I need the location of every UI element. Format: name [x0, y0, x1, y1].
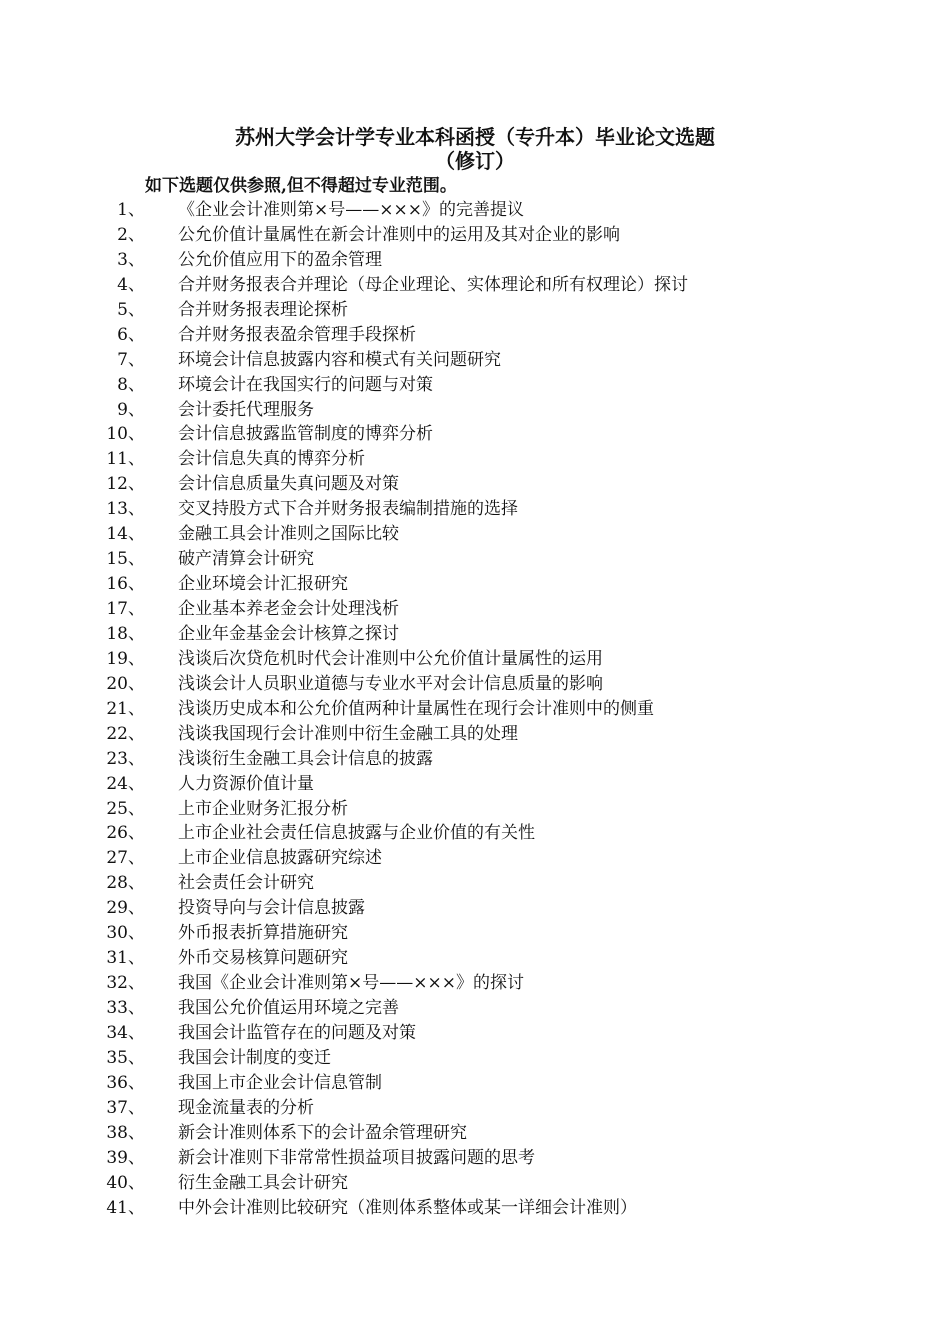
topic-number: 2、 [117, 224, 145, 245]
topic-number: 9、 [117, 399, 145, 420]
topic-title: 外币报表折算措施研究 [178, 923, 348, 944]
topic-number: 8、 [117, 374, 145, 395]
list-item [0, 348, 950, 373]
topic-title: 我国会计制度的变迁 [178, 1047, 331, 1068]
topic-title: 浅谈衍生金融工具会计信息的披露 [178, 748, 433, 769]
list-item [0, 248, 950, 273]
topic-list [0, 198, 950, 1220]
topic-title: 上市企业信息披露研究综述 [178, 848, 382, 869]
topic-title: 浅谈我国现行会计准则中衍生金融工具的处理 [178, 723, 518, 744]
list-item [0, 672, 950, 697]
topic-title: 新会计准则体系下的会计盈余管理研究 [178, 1122, 467, 1143]
topic-number: 20、 [106, 673, 145, 694]
list-item [0, 1071, 950, 1096]
topic-number: 30、 [106, 923, 145, 944]
list-item [0, 1096, 950, 1121]
topic-number: 23、 [106, 748, 145, 769]
list-item [0, 772, 950, 797]
list-item [0, 896, 950, 921]
scope-note: 如下选题仅供参照,但不得超过专业范围。 [145, 176, 457, 196]
topic-title: 衍生金融工具会计研究 [178, 1172, 348, 1193]
list-item [0, 747, 950, 772]
list-item [0, 373, 950, 398]
topic-number: 3、 [117, 249, 145, 270]
topic-title: 公允价值应用下的盈余管理 [178, 249, 382, 270]
list-item [0, 821, 950, 846]
topic-number: 15、 [106, 549, 145, 570]
topic-number: 32、 [106, 973, 145, 994]
list-item [0, 846, 950, 871]
topic-number: 29、 [106, 898, 145, 919]
topic-title: 社会责任会计研究 [178, 873, 314, 894]
topic-number: 12、 [106, 474, 145, 495]
topic-title: 我国公允价值运用环境之完善 [178, 998, 399, 1018]
topic-title: 中外会计准则比较研究（准则体系整体或某一详细会计准则） [178, 1197, 637, 1218]
topic-number: 14、 [106, 524, 145, 545]
topic-number: 10、 [106, 424, 145, 445]
topic-number: 33、 [106, 998, 145, 1018]
topic-title: 投资导向与会计信息披露 [178, 898, 365, 919]
topic-title: 会计信息质量失真问题及对策 [178, 474, 399, 495]
topic-title: 合并财务报表理论探析 [178, 299, 348, 320]
topic-title: 浅谈会计人员职业道德与专业水平对会计信息质量的影响 [178, 673, 603, 694]
topic-title: 浅谈历史成本和公允价值两种计量属性在现行会计准则中的侧重 [178, 698, 654, 719]
list-item [0, 1196, 950, 1221]
topic-number: 1、 [117, 200, 145, 220]
list-item [0, 921, 950, 946]
topic-title: 企业基本养老金会计处理浅析 [178, 599, 399, 619]
topic-title: 会计信息披露监管制度的博弈分析 [178, 424, 433, 445]
topic-number: 31、 [106, 948, 145, 969]
topic-title: 《企业会计准则第×号——×××》的完善提议 [178, 200, 524, 220]
topic-title: 会计信息失真的博弈分析 [178, 449, 365, 470]
list-item [0, 722, 950, 747]
topic-title: 金融工具会计准则之国际比较 [178, 524, 399, 545]
topic-number: 21、 [106, 698, 145, 719]
list-item [0, 647, 950, 672]
topic-number: 40、 [106, 1172, 145, 1193]
topic-number: 35、 [106, 1047, 145, 1068]
topic-number: 34、 [106, 1022, 145, 1043]
list-item [0, 572, 950, 597]
list-item [0, 223, 950, 248]
list-item [0, 447, 950, 472]
list-item [0, 871, 950, 896]
topic-number: 36、 [106, 1072, 145, 1093]
list-item [0, 198, 950, 223]
list-item [0, 472, 950, 497]
topic-number: 17、 [106, 599, 145, 619]
topic-title: 我国上市企业会计信息管制 [178, 1072, 382, 1093]
list-item [0, 697, 950, 722]
list-item [0, 1121, 950, 1146]
topic-title: 现金流量表的分析 [178, 1097, 314, 1118]
list-item [0, 797, 950, 822]
topic-title: 企业环境会计汇报研究 [178, 574, 348, 595]
topic-number: 25、 [106, 798, 145, 819]
list-item [0, 597, 950, 622]
list-item [0, 1021, 950, 1046]
topic-number: 4、 [117, 274, 145, 295]
topic-title: 我国会计监管存在的问题及对策 [178, 1022, 416, 1043]
topic-title: 交叉持股方式下合并财务报表编制措施的选择 [178, 499, 518, 520]
topic-title: 公允价值计量属性在新会计准则中的运用及其对企业的影响 [178, 224, 620, 245]
list-item [0, 522, 950, 547]
topic-title: 外币交易核算问题研究 [178, 948, 348, 969]
list-item [0, 547, 950, 572]
topic-title: 人力资源价值计量 [178, 773, 314, 794]
topic-number: 26、 [106, 823, 145, 844]
topic-number: 28、 [106, 873, 145, 894]
topic-number: 5、 [117, 299, 145, 320]
topic-title: 环境会计在我国实行的问题与对策 [178, 374, 433, 395]
topic-title: 合并财务报表合并理论（母企业理论、实体理论和所有权理论）探讨 [178, 274, 688, 295]
topic-number: 6、 [117, 324, 145, 345]
list-item [0, 298, 950, 323]
list-item [0, 497, 950, 522]
list-item [0, 273, 950, 298]
topic-title: 上市企业财务汇报分析 [178, 798, 348, 819]
topic-title: 环境会计信息披露内容和模式有关问题研究 [178, 349, 501, 370]
document-title-revision: （修订） [435, 149, 515, 173]
list-item [0, 996, 950, 1021]
topic-title: 新会计准则下非常常性损益项目披露问题的思考 [178, 1147, 535, 1168]
list-item [0, 622, 950, 647]
topic-number: 13、 [106, 499, 145, 520]
topic-number: 38、 [106, 1122, 145, 1143]
topic-number: 39、 [106, 1147, 145, 1168]
list-item [0, 946, 950, 971]
document-title: 苏州大学会计学专业本科函授（专升本）毕业论文选题 [235, 125, 715, 149]
topic-number: 22、 [106, 723, 145, 744]
topic-title: 企业年金基金会计核算之探讨 [178, 623, 399, 644]
list-item [0, 1171, 950, 1196]
topic-title: 我国《企业会计准则第×号——×××》的探讨 [178, 973, 524, 994]
list-item [0, 1146, 950, 1171]
topic-number: 16、 [106, 574, 145, 595]
list-item [0, 1046, 950, 1071]
list-item [0, 398, 950, 423]
topic-number: 18、 [106, 623, 145, 644]
topic-number: 19、 [106, 648, 145, 669]
list-item [0, 971, 950, 996]
list-item [0, 422, 950, 447]
list-item [0, 323, 950, 348]
topic-number: 27、 [106, 848, 145, 869]
topic-title: 会计委托代理服务 [178, 399, 314, 420]
topic-number: 41、 [106, 1197, 145, 1218]
topic-title: 破产清算会计研究 [178, 549, 314, 570]
topic-title: 浅谈后次贷危机时代会计准则中公允价值计量属性的运用 [178, 648, 603, 669]
topic-title: 上市企业社会责任信息披露与企业价值的有关性 [178, 823, 535, 844]
topic-number: 7、 [117, 349, 145, 370]
topic-number: 11、 [106, 449, 145, 470]
topic-number: 37、 [106, 1097, 145, 1118]
topic-title: 合并财务报表盈余管理手段探析 [178, 324, 416, 345]
topic-number: 24、 [106, 773, 145, 794]
